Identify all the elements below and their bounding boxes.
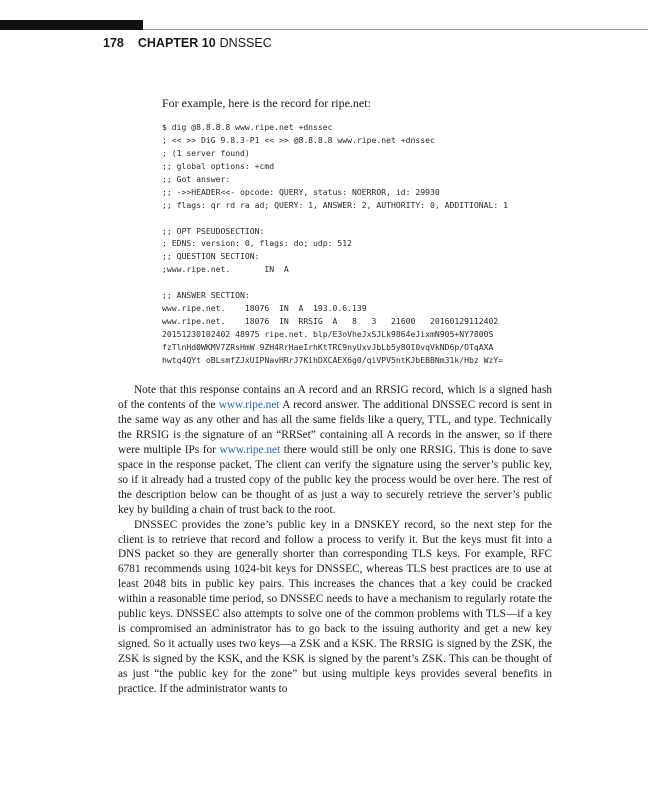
paragraph [118,383,552,518]
text-run: there would still be only one RRSIG. This is done to save space in the response packet. The client can verify the signature using the server’s public key, so if it already had a trusted copy of the public key the process would be over here. The rest of the description below can be thought of as just a way to securely retrieve the server’s public key by building a chain of trust back to the root. [118,443,552,516]
text-run: Note that this response contains an A record and an RRSIG record, which is a signed hash of the contents of the [118,384,552,411]
code-line: ;www.ripe.net. IN A [162,264,289,275]
code-line [162,212,562,225]
body-text [118,383,552,697]
code-line: ;; ANSWER SECTION: [162,290,250,301]
code-listing [162,121,562,367]
code-line: ;; OPT PSEUDOSECTION: [162,225,265,236]
code-line: ;; global options: +cmd [162,160,275,171]
code-line [162,276,562,289]
code-line: ; << >> DiG 9.8.3-P1 << >> @8.8.8.8 www.ripe.net +dnssec [162,134,435,145]
code-intro: For example, here is the record for ripe.net: [162,96,371,110]
code-line: ; EDNS: version: 0, flags: do; udp: 512 [162,238,353,249]
top-black-bar [0,20,143,30]
text-run: A record answer. The additional DNSSEC record is sent in the same way as any other and has all the same fields like a query, TTL, and type. Technically the RRSIG is the signature of an “RRSet” containing all A records in the answer, so if there were multiple IPs for [118,398,552,456]
chapter-label: CHAPTER 10 [137,36,216,50]
code-line: ;; QUESTION SECTION: [162,251,260,262]
code-line: www.ripe.net. 18076 IN RRSIG A 8 3 21600 20160129112402 [162,316,499,327]
inline-link[interactable]: www.ripe.net [218,398,280,411]
code-line: 20151230102402 48975 ripe.net. blp/E3oVheJxSJLk9864eJixmN905+NY7800S [162,329,494,339]
inline-link[interactable]: www.ripe.net [219,443,281,456]
text-run: DNSSEC provides the zone’s public key in a DNSKEY record, so the next step for the client is to retrieve that record and follow a process to verify it. But the keys must fit into a DNS packet so they are generally shorter than corresponding TLS keys. For example, RFC 6781 recommends using 1024-bit keys for DNSSEC, whereas TLS best practices are to use at least 2048 bits in public key pairs. This increases the chances that a key could be cracked within a reasonable time period, so DNSSEC needs to have a mechanism to regularly rotate the public keys. DNSSEC also attempts to solve one of the common problems with TLS—if a key is compromised an administrator has to go back to the issuing authority and get a new key signed. So it actually uses two keys—a ZSK and a KSK. The RRSIG is signed by the ZSK, the ZSK is signed by the KSK, and the KSK is signed by the parent’s ZSK. This can be thought of as just “the public key for the zone” but using multiple keys provides several benefits in practice. If the administrator wants to [118,518,552,696]
code-line: ;; flags: qr rd ra ad; QUERY: 1, ANSWER: 2, AUTHORITY: 0, ADDITIONAL: 1 [162,199,508,210]
code-line: www.ripe.net. 18076 IN A 193.0.6.139 [162,303,367,314]
page-number: 178 [103,36,124,50]
code-line: hwtq4QYt oBLsmfZJxUIPNavHRrJ7KihDXCAEX6g0/qiVPV5ntKJbEBBNm31k/Hbz WzY= [162,354,504,365]
top-rule [143,29,648,30]
paragraph [118,518,552,697]
code-line: ;; Got answer: [162,173,231,184]
running-header [103,36,272,50]
chapter-title: DNSSEC [219,36,272,50]
code-line: $ dig @8.8.8.8 www.ripe.net +dnssec [162,122,333,132]
code-line: ;; ->>HEADER<<- opcode: QUERY, status: NOERROR, id: 29930 [162,186,440,197]
code-line: fzTlnHd0WKMV7ZRsHmW 9ZH4RrHaeIrhKtTRC9nyUxvJbLb5y80I0vqVkND6p/OTqAXA [162,341,494,352]
code-line: ; (1 server found) [162,147,250,158]
